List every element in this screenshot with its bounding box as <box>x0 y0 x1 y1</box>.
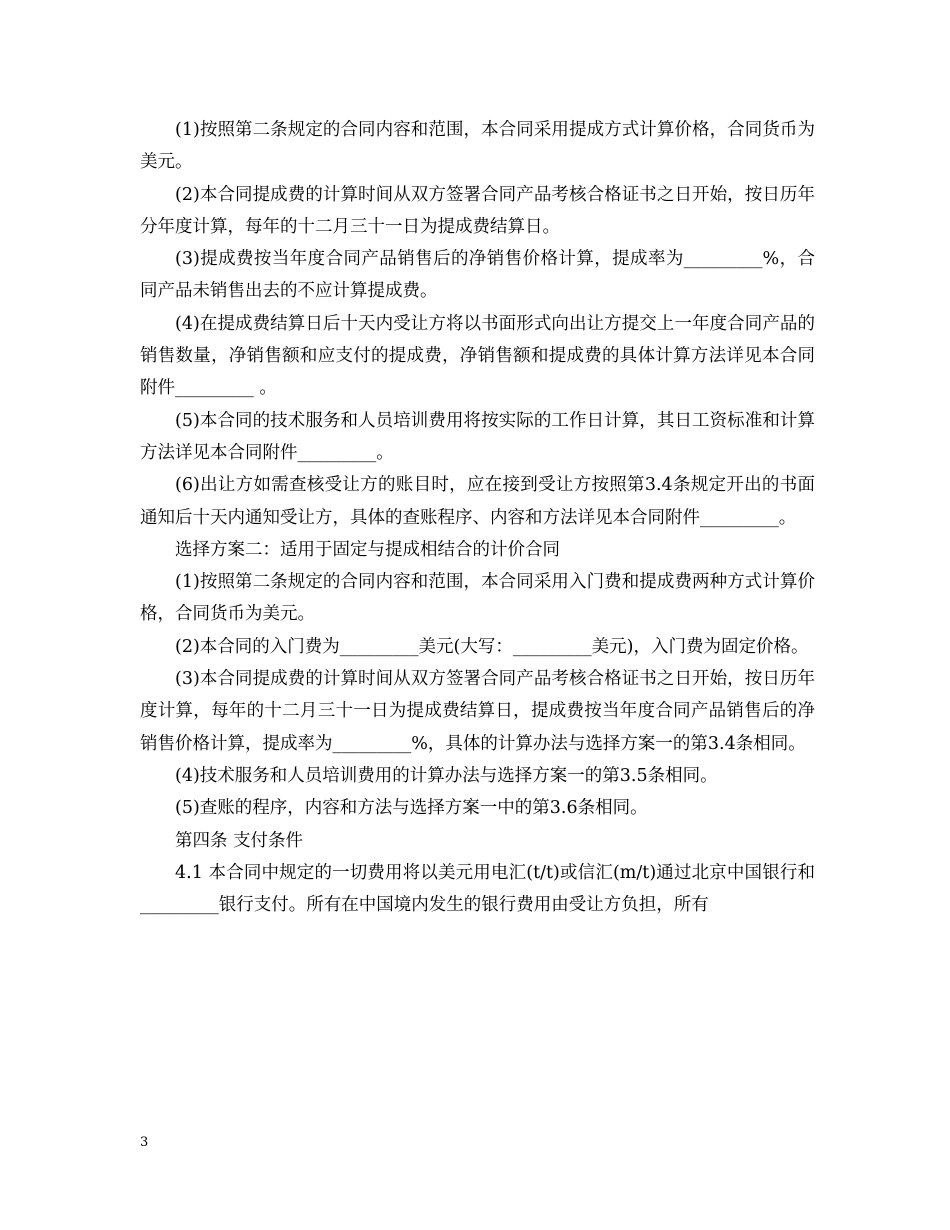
option-two-paragraph-2: (2)本合同的入门费为_________美元(大写：_________美元)，入门费为固定价格。 <box>175 636 809 657</box>
option-two-paragraph-4: (4)技术服务和人员培训费用的计算办法与选择方案一的第3.5条相同。 <box>175 765 718 786</box>
paragraph-3-1: (1)按照第二条规定的合同内容和范围，本合同采用提成方式计算价格，合同货币为美元。 <box>140 120 815 173</box>
document-body <box>140 114 815 921</box>
paragraph-3-5: (5)本合同的技术服务和人员培训费用将按实际的工作日计算，其日工资标准和计算方法详见本合同附件_________。 <box>140 410 815 463</box>
option-two-paragraph-3: (3)本合同提成费的计算时间从双方签署合同产品考核合格证书之日开始，按日历年度计算，每年的十二月三十一日为提成费结算日，提成费按当年度合同产品销售后的净销售价格计算，提成率为_________%，具体的计算办法与选择方案一的第3.4条相同。 <box>140 669 815 754</box>
paragraph-3-6: (6)出让方如需查核受让方的账目时，应在接到受让方按照第3.4条规定开出的书面通知后十天内通知受让方，具体的查账程序、内容和方法详见本合同附件_________。 <box>140 475 815 528</box>
option-two-heading: 选择方案二：适用于固定与提成相结合的计价合同 <box>175 539 560 560</box>
paragraph-3-2: (2)本合同提成费的计算时间从双方签署合同产品考核合格证书之日开始，按日历年分年度计算，每年的十二月三十一日为提成费结算日。 <box>140 184 815 237</box>
article-four-heading: 第四条 支付条件 <box>175 830 304 851</box>
paragraph-4-1: 4.1 本合同中规定的一切费用将以美元用电汇(t/t)或信汇(m/t)通过北京中国银行和_________银行支付。所有在中国境内发生的银行费用由受让方负担，所有 <box>140 862 815 916</box>
option-two-paragraph-5: (5)查账的程序，内容和方法与选择方案一中的第3.6条相同。 <box>175 798 648 819</box>
paragraph-3-3: (3)提成费按当年度合同产品销售后的净销售价格计算，提成率为_________%，合同产品未销售出去的不应计算提成费。 <box>140 249 815 302</box>
page-number: 3 <box>140 1135 149 1150</box>
option-two-paragraph-1: (1)按照第二条规定的合同内容和范围，本合同采用入门费和提成费两种方式计算价格，合同货币为美元。 <box>140 572 815 625</box>
paragraph-3-4: (4)在提成费结算日后十天内受让方将以书面形式向出让方提交上一年度合同产品的销售数量，净销售额和应支付的提成费，净销售额和提成费的具体计算方法详见本合同附件_________ 。 <box>140 313 815 399</box>
